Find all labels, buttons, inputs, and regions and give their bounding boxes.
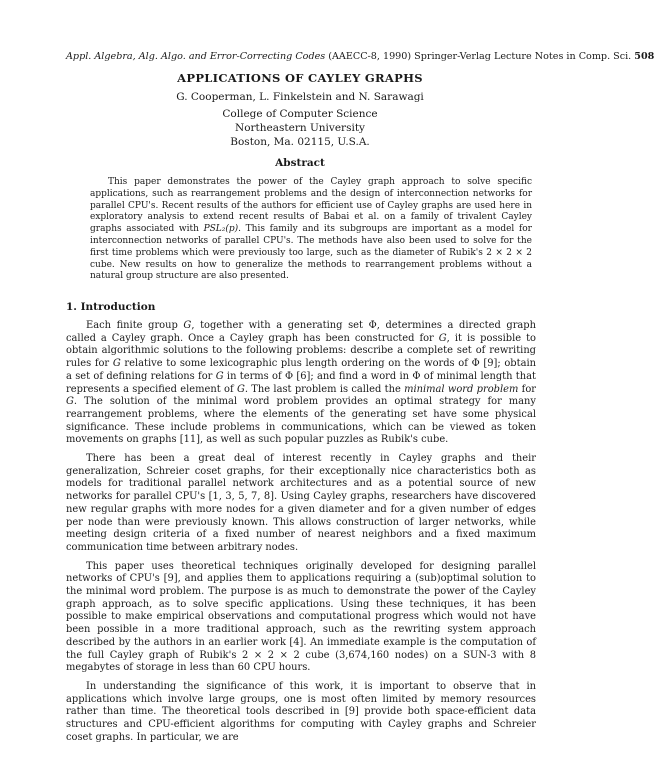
abstract-text: This paper demonstrates the power of the Cayley graph approach to solve specific applications, such as rearrangement problems and the design of interconnection networks for parallel CPU's. Recent results of the authors for efficient use of Cayley graphs are used here in exploratory analysis to extend recent results of Babai et al. on a family of trivalent Cayley graphs associated with PSL₂(p). This family and its subgroups are important as a model for interconnection networks of parallel CPU's. The methods have also been used to solve for the first time problems which were previously too large, such as the diameter of Rubik's 2 × 2 × 2 cube. New results on how to generalize the methods to rearrangement problems without a natural group structure are also presented. [90,177,532,282]
paragraph: Each finite group G, together with a generating set Φ, determines a directed graph called a Cayley graph. Once a Cayley graph has been constructed for G, it is possible to obtain algorithmic solutions to the following problems: describe a complete set of rewriting rules for G relative to some lexicographic plus length ordering on the words of Φ [9]; obtain a set of defining relations for G in terms of Φ [6]; and find a word in Φ of minimal length that represents a specified element of G. The last problem is called the minimal word problem for G. The solution of the minimal word problem provides an optimal strategy for many rearrangement problems, where the elements of the generating set have some physical significance. These include problems in communications, which can be viewed as token movements on graphs [11], as well as such popular puzzles as Rubik's cube. [66,320,537,446]
affiliation-line: Northeastern University [235,122,365,134]
paragraph: This paper uses theoretical techniques originally developed for designing parallel networks of CPU's [9], and applies them to applications requiring a (sub)optimal solution to the minimal word problem. The purpose is as much to demonstrate the power of the Cayley graph approach, as to solve specific applications. Using these techniques, it has been possible to make empirical observations and computational progress which would not have been possible in a more traditional approach, such as the rewriting system approach described by the authors in an earlier work [4]. An immediate example is the computation of the full Cayley graph of Rubik's 2 × 2 × 2 cube (3,674,160 nodes) on a SUN-3 with 8 megabytes of storage in less than 60 CPU hours. [66,560,536,674]
paper-title: APPLICATIONS OF CAYLEY GRAPHS [177,71,423,85]
affiliation-line: College of Computer Science [222,108,378,120]
conference-info: (AAECC-8, 1990) Springer-Verlag Lecture Notes in Comp. Sci. [328,51,632,62]
page-number: 508 [634,51,654,62]
author-list: G. Cooperman, L. Finkelstein and N. Sarawagi [176,91,424,103]
section-heading: 1. Introduction [66,301,156,313]
journal-name: Appl. Algebra, Alg. Algo. and Error-Correcting Codes [66,51,326,62]
abstract-heading: Abstract [275,157,325,169]
section-body [66,320,536,751]
affiliation-line: Boston, Ma. 02115, U.S.A. [230,136,370,148]
running-header [66,51,654,63]
paragraph: There has been a great deal of interest recently in Cayley graphs and their generalization, Schreier coset graphs, for their exceptionally nice characteristics both as models for traditional parallel network architectures and as a potential source of new networks for parallel CPU's [1, 3, 5, 7, 8]. Using Cayley graphs, researchers have discovered new regular graphs with more nodes for a given diameter and for a given number of edges per node than were previously known. This allows construction of larger networks, while meeting design criteria of a fixed number of nearest neighbors and a fixed maximum communication time between arbitrary nodes. [66,453,536,553]
paragraph: In understanding the significance of this work, it is important to observe that in applications which involve large groups, one is most often limited by memory resources rather than time. The theoretical tools described in [9] provide both space-efficient data structures and CPU-efficient algorithms for computing with Cayley graphs and Schreier coset graphs. In particular, we are [66,680,536,743]
